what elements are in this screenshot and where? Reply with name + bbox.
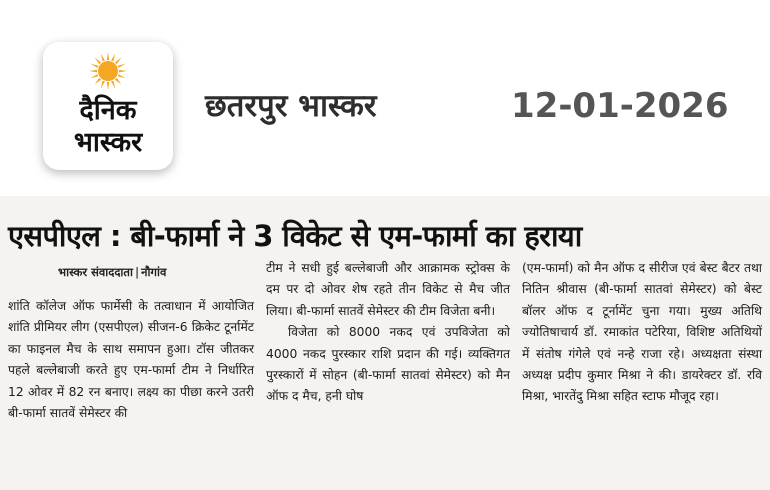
article-paragraph: विजेता को 8000 नकद एवं उपविजेता को 4000 नकद पुरस्कार राशि प्रदान की गई। व्यक्तिगत पुरस्कारों में सोहन (बी-फार्मा सातवां सेमेस्टर) को मैन ऑफ द मैच, हनी घोष bbox=[266, 325, 510, 404]
sun-ray bbox=[90, 74, 98, 78]
article-column-3 bbox=[522, 258, 762, 408]
sun-ray bbox=[90, 64, 98, 68]
article-column-1 bbox=[8, 296, 254, 424]
sun-ray bbox=[101, 53, 105, 61]
sun-ray bbox=[107, 82, 109, 90]
logo-text-line2: भास्कर bbox=[73, 127, 143, 158]
article-paragraph: (एम-फार्मा) को मैन ऑफ द सीरीज एवं बेस्ट बैटर तथा नितिन श्रीवास (बी-फार्मा सातवां सेमेस्टर) को बेस्ट बॉलर ऑफ द टूर्नामेंट चुना गया। मुख्य अतिथि ज्योतिषाचार्य डॉ. रमाकांत पटेरिया, विशिष्ट अतिथियों में संतोष गंगेले एवं नन्हे राजा रहे। अध्यक्षता संस्था अध्यक्ष प्रदीप कुमार मिश्रा ने की। डायरेक्टर डॉ. रवि मिश्रा, भारतेंदु मिश्रा सहित स्टाफ मौजूद रहा। bbox=[522, 261, 762, 404]
sun-ray bbox=[111, 81, 115, 89]
edition-title: छतरपुर भास्कर bbox=[205, 88, 377, 124]
byline-separator: | bbox=[134, 265, 140, 279]
sun-ray bbox=[118, 64, 126, 68]
dainik-bhaskar-logo bbox=[43, 42, 173, 170]
sun-ray bbox=[119, 70, 127, 72]
sun-ray bbox=[95, 58, 102, 65]
sun-icon bbox=[87, 50, 129, 92]
sun-ray bbox=[107, 52, 109, 60]
sun-ray bbox=[111, 53, 115, 61]
article-headline: एसपीएल : बी-फार्मा ने 3 विकेट से एम-फार्मा का हराया bbox=[8, 219, 582, 253]
byline-reporter: भास्कर संवाददाता bbox=[58, 265, 133, 279]
article-column-2 bbox=[266, 258, 510, 408]
sun-ray bbox=[89, 70, 97, 72]
article-paragraph: शांति कॉलेज ऑफ फार्मेसी के तत्वाधान में आयोजित शांति प्रीमियर लीग (एसपीएल) सीजन-6 क्रिकेट टूर्नामेंट का फाइनल मैच के साथ समापन हुआ। टॉस जीतकर पहले बल्लेबाजी करते हुए एम-फार्मा टीम ने निर्धारित 12 ओवर में 82 रन बनाए। लक्ष्य का पीछा करने उतरी बी-फार्मा सातवें सेमेस्टर की bbox=[8, 299, 254, 421]
sun-ray bbox=[118, 74, 126, 78]
article-paragraph: टीम ने सधी हुई बल्लेबाजी और आक्रामक स्ट्रोक्स के दम पर दो ओवर शेष रहते तीन विकेट से मैच जीत लिया। बी-फार्मा सातवें सेमेस्टर की टीम विजेता बनी। bbox=[266, 261, 510, 318]
sun-ray bbox=[95, 78, 102, 85]
sun-ray bbox=[101, 81, 105, 89]
byline-location: नौगांव bbox=[141, 265, 167, 279]
article-clipping bbox=[0, 196, 770, 490]
sun-ray bbox=[115, 58, 122, 65]
logo-text-line1: दैनिक bbox=[79, 95, 137, 126]
sun-ray bbox=[115, 78, 122, 85]
edition-date: 12-01-2026 bbox=[511, 86, 729, 126]
article-byline bbox=[58, 264, 166, 280]
